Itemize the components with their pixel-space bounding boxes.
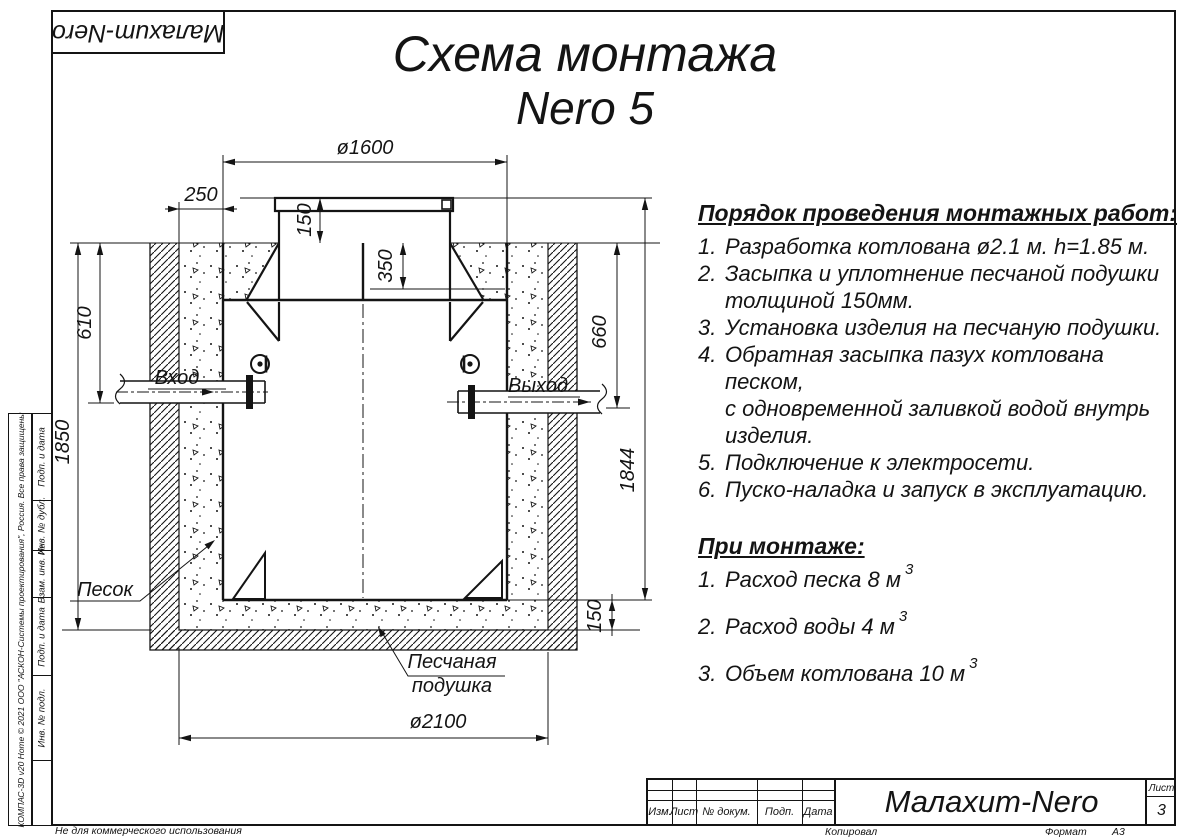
instruction-step: 5. Подключение к электросети. [698, 450, 1035, 475]
title-line-1: Схема монтажа [392, 26, 778, 82]
dim-pit-depth: 1850 [52, 419, 74, 465]
title-line-2: Nero 5 [515, 82, 655, 134]
sheet-number: 3 [1157, 801, 1166, 819]
strip-cell-label: Инв. № подл. [36, 688, 48, 748]
montage-list [698, 561, 1166, 705]
montage-item: 1. Расход песка 8 м $^3$ [698, 561, 914, 592]
logo-text: Малахит-Nero [51, 18, 225, 47]
strip-cell-label: Взам. инв. № [36, 544, 48, 604]
instructions-heading: Порядок проведения монтажных работ: [698, 200, 1178, 226]
col-podp: Подп. [764, 806, 795, 818]
dim-pit-diameter: ø2100 [409, 711, 467, 733]
montage-item: 3. Объем котлована 10 м $^3$ [698, 655, 978, 686]
dim-top-diameter: ø1600 [336, 137, 394, 159]
cushion-label-1: Песчаная [407, 651, 497, 673]
instructions-list [698, 233, 1166, 503]
strip-cell [32, 496, 52, 555]
instructions-block [698, 200, 1178, 705]
strip-cell-empty [32, 761, 52, 823]
strip-cell-label: Подп. и дата [36, 427, 48, 487]
instruction-step: 2. Засыпка и уплотнение песчаной подушки толщиной 150мм. [698, 261, 1160, 313]
software-credit: КОМПАС-3D v20 Home © 2021 ООО "АСКОН-Системы проектирования", Россия. Все права защищены [15, 411, 26, 828]
dim-cushion-thickness: 150 [584, 599, 606, 633]
format-label: Формат [1045, 826, 1087, 837]
sand-label: Песок [77, 579, 133, 601]
not-commercial-note: Не для коммерческого использования [55, 825, 242, 837]
copied-label: Копировал [825, 826, 878, 837]
col-izm: Изм. [648, 806, 672, 818]
product-name: Малахит-Nero [834, 780, 1147, 824]
dim-outlet-depth: 660 [589, 315, 611, 349]
outlet-label: Выход [507, 375, 569, 397]
software-credit-column [8, 413, 33, 826]
col-list: Лист [669, 806, 699, 818]
strip-cell [32, 676, 52, 761]
instruction-step: 3. Установка изделия на песчаную подушки. [698, 315, 1162, 340]
strip-cell [32, 414, 52, 501]
dim-side-offset: 250 [184, 184, 218, 206]
col-docnum: № докум. [702, 806, 751, 818]
format-value: А3 [1112, 826, 1125, 837]
filing-strip [31, 413, 53, 826]
montage-item: 2. Расход воды 4 м $^3$ [698, 608, 908, 639]
instruction-step: 4. Обратная засыпка пазух котлована песком, с одновременной заливкой водой внутрь изделия. [698, 342, 1151, 448]
title-block [646, 778, 1174, 824]
strip-cell-label: Инв. № дубл. [36, 496, 48, 555]
strip-cell [32, 598, 52, 676]
sheet-label: Лист [1147, 780, 1176, 797]
page-title [320, 26, 850, 134]
dim-neck-depth: 350 [375, 249, 397, 283]
dim-tank-height: 1844 [617, 447, 639, 493]
instruction-step: 6. Пуско-наладка и запуск в эксплуатацию. [698, 477, 1149, 502]
strip-cell-label: Подп. и дата [36, 606, 48, 667]
logo-box [51, 10, 225, 54]
dim-inlet-depth: 610 [74, 306, 96, 340]
cushion-label-2: подушка [411, 675, 493, 697]
montage-heading: При монтаже: [698, 533, 865, 559]
sheet-cell [1145, 780, 1176, 824]
col-data: Дата [803, 806, 833, 818]
dim-lid-height: 150 [294, 203, 316, 237]
strip-cell [32, 544, 52, 604]
instruction-step: 1. Разработка котлована ø2.1 м. h=1.85 м. [698, 234, 1150, 259]
inlet-label: Вход [154, 367, 200, 389]
